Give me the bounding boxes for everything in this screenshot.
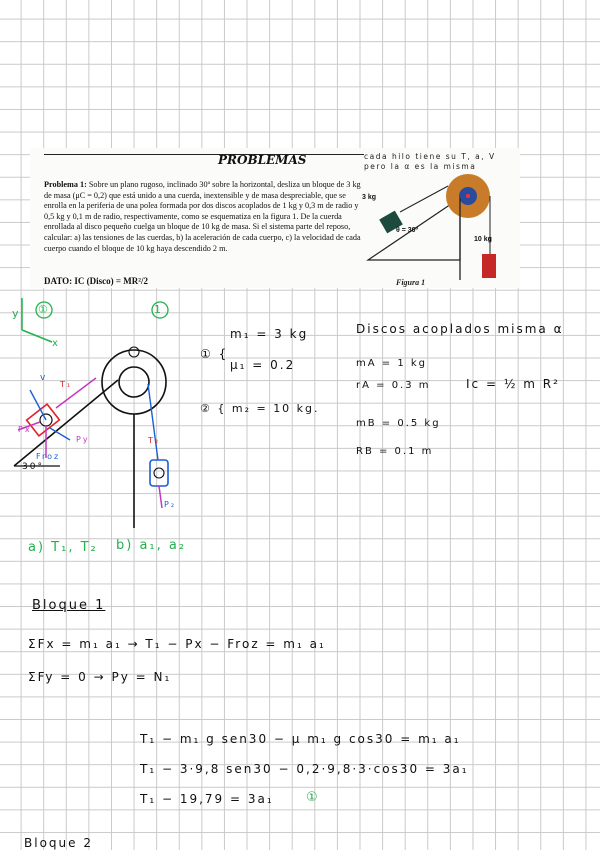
problem-lead: Problema 1: bbox=[44, 180, 87, 189]
discs-title: Discos acoplados misma α bbox=[356, 322, 564, 336]
mark-1b: 1 bbox=[154, 303, 163, 316]
eq-line-1: T₁ − m₁ g sen30 − μ m₁ g cos30 = m₁ a₁ bbox=[140, 732, 461, 746]
problem-body: Sobre un plano rugoso, inclinado 30º sobre la horizontal, desliza un bloque de 3 kg de masa (μC = 0,2) que está unido a una cuerda, inextensible y de masa despreciable, que se enrolla en la periferia de una polea formada por dos discos acoplados de 1 kg y 0,3 m de radio y 0,5 kg y 0,1 m de radio, respectivamente, como se esquematiza en la figura 1. De la cuerda enrollada al disco pequeño cuelga un bloque de 10 kg de masa. Si el sistema parte del reposo, calcular: a) las tensiones de las cuerdas, b) la aceleración de cada cuerpo, c) la velocidad de cada cuerpo cuando el bloque de 10 kg haya descendido 2 m. bbox=[44, 180, 361, 253]
problem-dato: DATO: IC (Disco) = MR²/2 bbox=[44, 276, 148, 286]
fig-label-3kg: 3 kg bbox=[362, 194, 377, 201]
eq-sum-fx: ΣFx = m₁ a₁ → T₁ − Px − Froz = m₁ a₁ bbox=[28, 637, 326, 651]
disc-b-mass: mB = 0.5 kg bbox=[356, 418, 441, 429]
unknowns-a: a) T₁, T₂ bbox=[28, 540, 98, 555]
eq-line-3: T₁ − 19,79 = 3a₁ bbox=[140, 792, 274, 806]
inertia-formula: Ic = ½ m R² bbox=[466, 377, 560, 391]
unknowns-b: b) a₁, a₂ bbox=[116, 538, 187, 553]
fig-label-10kg: 10 kg bbox=[474, 236, 492, 243]
system-1-brace: ① { bbox=[200, 347, 229, 361]
result-mark: ① bbox=[306, 790, 320, 805]
problem-statement bbox=[30, 148, 520, 288]
figure-1 bbox=[360, 168, 520, 283]
fig-label-angle: θ = 30º bbox=[396, 227, 419, 234]
py-label: Py bbox=[76, 435, 90, 444]
bloque-1-heading: Bloque 1 bbox=[32, 598, 106, 613]
px-label: Px bbox=[18, 425, 32, 434]
problems-heading: PROBLEMAS bbox=[218, 153, 307, 167]
axis-x-label: x bbox=[52, 338, 60, 349]
figure-caption: Figura 1 bbox=[396, 278, 426, 287]
bloque-2-heading: Bloque 2 bbox=[24, 836, 93, 850]
axis-y-label: y bbox=[12, 307, 21, 320]
eq-line-2: T₁ − 3·9,8 sen30 − 0,2·9,8·3·cos30 = 3a₁ bbox=[140, 762, 469, 776]
p2-label: P₂ bbox=[164, 500, 177, 509]
disc-b-radius: RB = 0.1 m bbox=[356, 446, 434, 457]
mark-1: ① bbox=[38, 303, 50, 316]
disc-a-mass: mA = 1 kg bbox=[356, 358, 427, 369]
title-rule bbox=[44, 154, 364, 155]
data-mu1: μ₁ = 0.2 bbox=[230, 358, 296, 372]
data-m2: ② { m₂ = 10 kg. bbox=[200, 402, 320, 415]
note-line-1: cada hilo tiene su T, a, V bbox=[364, 152, 496, 161]
t1-label: T₁ bbox=[60, 380, 73, 389]
eq-sum-fy: ΣFy = 0 → Py = N₁ bbox=[28, 670, 172, 684]
disc-a-radius: rA = 0.3 m bbox=[356, 380, 431, 391]
t2-label: T₂ bbox=[148, 436, 161, 445]
angle-label: 30° bbox=[22, 462, 44, 472]
v-label: v bbox=[40, 373, 48, 383]
froz-label: Froz bbox=[36, 452, 61, 461]
data-m1: m₁ = 3 kg bbox=[230, 327, 309, 341]
note-line-2: pero la α es la misma bbox=[364, 162, 477, 171]
problem-text bbox=[44, 180, 362, 254]
free-body-diagram bbox=[0, 290, 220, 540]
